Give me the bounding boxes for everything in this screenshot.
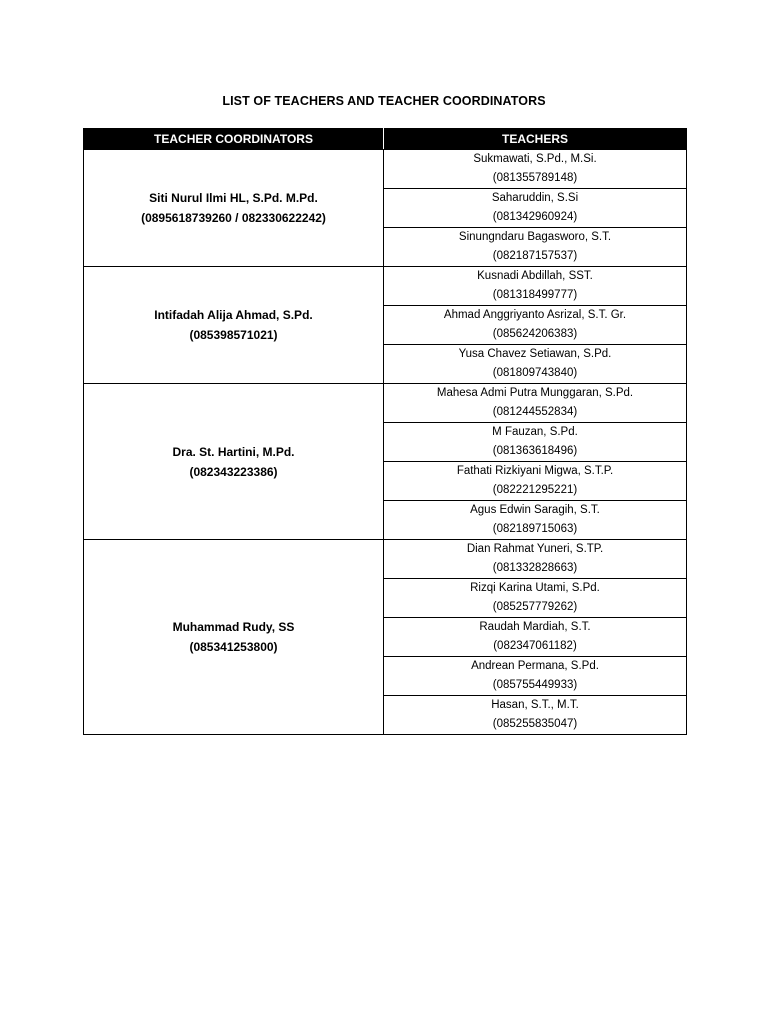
teacher-phone: (081244552834): [492, 406, 578, 418]
teacher-name: Dian Rahmat Yuneri, S.TP.: [466, 543, 604, 555]
table-row: [84, 150, 687, 189]
teacher-cell: [384, 150, 687, 189]
coordinator-phone: (085341253800): [189, 640, 278, 654]
teacher-cell: [384, 345, 687, 384]
teacher-name: Saharuddin, S.Si: [491, 192, 579, 204]
teacher-name: Andrean Permana, S.Pd.: [471, 660, 599, 672]
coordinator-phone: (0895618739260 / 082330622242): [141, 211, 326, 225]
teacher-cell: [384, 618, 687, 657]
teacher-cell: [384, 540, 687, 579]
teacher-cell: [384, 579, 687, 618]
teacher-name: M Fauzan, S.Pd.: [492, 426, 578, 438]
teacher-cell: [384, 696, 687, 735]
teacher-name: Agus Edwin Saragih, S.T.: [470, 504, 600, 516]
teacher-cell: [384, 306, 687, 345]
coordinator-phone: (085398571021): [189, 328, 278, 342]
teacher-name: Rizqi Karina Utami, S.Pd.: [470, 582, 600, 594]
teachers-table: [83, 128, 687, 735]
teacher-cell: [384, 267, 687, 306]
table-header-row: [84, 129, 687, 150]
teacher-name: Ahmad Anggriyanto Asrizal, S.T. Gr.: [443, 309, 627, 321]
coordinator-cell: [84, 267, 384, 384]
teacher-phone: (082189715063): [492, 523, 578, 535]
teacher-name: Sukmawati, S.Pd., M.Si.: [473, 153, 597, 165]
teacher-name: Hasan, S.T., M.T.: [491, 699, 579, 711]
teacher-name: Kusnadi Abdillah, SST.: [477, 270, 593, 282]
teacher-cell: [384, 462, 687, 501]
teacher-cell: [384, 423, 687, 462]
teacher-phone: (081809743840): [492, 367, 578, 379]
document-title: LIST OF TEACHERS AND TEACHER COORDINATORS: [222, 94, 546, 108]
teacher-phone: (081342960924): [492, 211, 578, 223]
teacher-cell: [384, 501, 687, 540]
teacher-phone: (085755449933): [492, 679, 578, 691]
teacher-phone: (085257779262): [492, 601, 578, 613]
teacher-cell: [384, 384, 687, 423]
teacher-phone: (082347061182): [493, 640, 577, 652]
teacher-name: Sinungndaru Bagasworo, S.T.: [458, 231, 612, 243]
coordinator-cell: [84, 150, 384, 267]
teacher-phone: (081355789148): [492, 172, 578, 184]
teacher-phone: (081318499777): [492, 289, 578, 301]
coordinator-phone: (082343223386): [189, 464, 278, 479]
teacher-phone: (081363618496): [492, 445, 578, 457]
teacher-phone: (085624206383): [492, 328, 578, 340]
teacher-phone: (085255835047): [492, 718, 578, 730]
header-teacher-coordinators: TEACHER COORDINATORS: [84, 129, 384, 150]
coordinator-cell: [84, 384, 384, 540]
header-teachers: TEACHERS: [384, 129, 687, 150]
teacher-cell: [384, 228, 687, 267]
teacher-name: Mahesa Admi Putra Munggaran, S.Pd.: [436, 387, 634, 399]
table-row: [84, 540, 687, 579]
coordinator-cell: [84, 540, 384, 735]
coordinator-name: Intifadah Alija Ahmad, S.Pd.: [154, 308, 313, 322]
teacher-phone: (082221295221): [492, 484, 578, 496]
coordinator-name: Dra. St. Hartini, M.Pd.: [172, 444, 295, 459]
coordinator-name: Siti Nurul Ilmi HL, S.Pd. M.Pd.: [149, 191, 318, 205]
table-row: [84, 267, 687, 306]
coordinator-name: Muhammad Rudy, SS: [172, 620, 295, 634]
teacher-cell: [384, 657, 687, 696]
teacher-name: Fathati Rizkiyani Migwa, S.T.P.: [456, 465, 614, 477]
teacher-phone: (081332828663): [492, 562, 578, 574]
table-row: [84, 384, 687, 423]
table-body: [84, 150, 687, 735]
teacher-name: Yusa Chavez Setiawan, S.Pd.: [458, 348, 612, 360]
teacher-cell: [384, 189, 687, 228]
teacher-name: Raudah Mardiah, S.T.: [479, 621, 591, 633]
teacher-phone: (082187157537): [492, 250, 578, 262]
